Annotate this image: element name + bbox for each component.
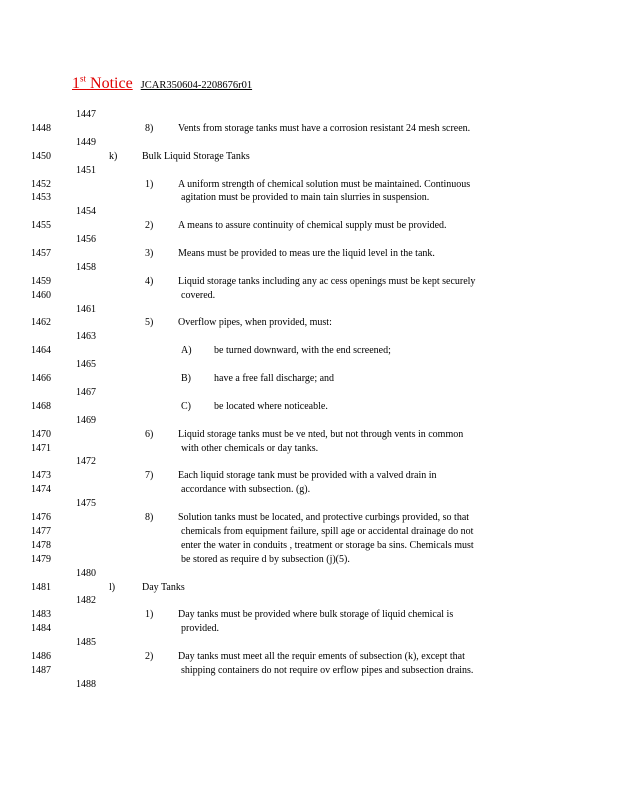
section-label: k) — [109, 151, 118, 162]
line-number: 1469 — [76, 415, 96, 426]
line-number: 1487 — [31, 665, 51, 676]
item-text: Liquid storage tanks must be ve nted, but not through vents in common — [178, 429, 464, 440]
item-text: Day tanks must be provided where bulk storage of liquid chemical is — [178, 609, 454, 620]
section-heading: Day Tanks — [142, 582, 185, 593]
line-number: 1460 — [31, 290, 51, 301]
line-number: 1467 — [76, 387, 96, 398]
line-number: 1463 — [76, 331, 96, 342]
item-text: Solution tanks must be located, and protective curbings provided, so that — [178, 512, 470, 523]
section-label: l) — [109, 582, 116, 593]
line-number: 1485 — [76, 637, 96, 648]
item-text: chemicals from equipment failure, spill age or accidental drainage do not — [181, 526, 474, 537]
item-text: Liquid storage tanks including any ac cess openings must be kept securely — [178, 276, 476, 287]
line-number: 1473 — [31, 470, 51, 481]
line-number: 1478 — [31, 540, 51, 551]
item-text: Means must be provided to meas ure the liquid level in the tank. — [178, 248, 435, 259]
line-number: 1456 — [76, 234, 96, 245]
line-number: 1488 — [76, 679, 96, 690]
line-number: 1448 — [31, 123, 51, 134]
line-number: 1471 — [31, 443, 51, 454]
line-number: 1476 — [31, 512, 51, 523]
line-number: 1461 — [76, 304, 96, 315]
item-text: shipping containers do not require ov erflow pipes and subsection drains. — [181, 665, 474, 676]
line-number: 1481 — [31, 582, 51, 593]
document-code: JCAR350604-2208676r01 — [140, 80, 253, 92]
line-number: 1452 — [31, 179, 51, 190]
subitem-text: have a free fall discharge; and — [214, 373, 335, 384]
line-number: 1449 — [76, 137, 96, 148]
line-number: 1483 — [31, 609, 51, 620]
notice-word: Notice — [86, 75, 133, 93]
item-label: 1) — [145, 609, 154, 620]
line-number: 1477 — [31, 526, 51, 537]
item-text: Day tanks must meet all the requir ements of subsection (k), except that — [178, 651, 465, 662]
item-text: Overflow pipes, when provided, must: — [178, 317, 332, 328]
line-number: 1451 — [76, 165, 96, 176]
item-label: 5) — [145, 317, 154, 328]
line-number: 1468 — [31, 401, 51, 412]
notice-title — [72, 75, 133, 92]
notice-superscript: st — [80, 74, 87, 84]
item-text: agitation must be provided to main tain slurries in suspension. — [181, 192, 430, 203]
section-heading: Bulk Liquid Storage Tanks — [142, 151, 250, 162]
subitem-label: C) — [181, 401, 191, 412]
item-text: provided. — [181, 623, 220, 634]
line-number: 1447 — [76, 109, 96, 120]
item-label: 8) — [145, 123, 154, 134]
subitem-label: A) — [181, 345, 192, 356]
item-label: 3) — [145, 248, 154, 259]
item-label: 7) — [145, 470, 154, 481]
line-number: 1479 — [31, 554, 51, 565]
notice-header — [72, 74, 252, 93]
subitem-text: be located where noticeable. — [214, 401, 328, 412]
line-number: 1486 — [31, 651, 51, 662]
line-number: 1482 — [76, 595, 96, 606]
item-text: be stored as require d by subsection (j)(5). — [181, 554, 350, 565]
line-number: 1455 — [31, 220, 51, 231]
item-text: accordance with subsection. (g). — [181, 484, 311, 495]
line-number: 1465 — [76, 359, 96, 370]
line-number: 1475 — [76, 498, 96, 509]
line-number: 1464 — [31, 345, 51, 356]
line-number: 1459 — [31, 276, 51, 287]
line-number: 1480 — [76, 568, 96, 579]
item-label: 1) — [145, 179, 154, 190]
item-label: 2) — [145, 651, 154, 662]
subitem-label: B) — [181, 373, 191, 384]
notice-number: 1 — [72, 75, 80, 93]
line-number: 1457 — [31, 248, 51, 259]
item-text: Each liquid storage tank must be provided with a valved drain in — [178, 470, 437, 481]
line-number: 1472 — [76, 456, 96, 467]
item-label: 6) — [145, 429, 154, 440]
item-text: enter the water in conduits , treatment or storage ba sins. Chemicals must — [181, 540, 474, 551]
item-text: A means to assure continuity of chemical supply must be provided. — [178, 220, 447, 231]
item-text: Vents from storage tanks must have a corrosion resistant 24 mesh screen. — [178, 123, 471, 134]
line-number: 1474 — [31, 484, 51, 495]
line-number: 1454 — [76, 206, 96, 217]
item-text: A uniform strength of chemical solution must be maintained. Continuous — [178, 179, 471, 190]
line-number: 1462 — [31, 317, 51, 328]
item-label: 4) — [145, 276, 154, 287]
line-number: 1453 — [31, 192, 51, 203]
item-text: covered. — [181, 290, 216, 301]
line-number: 1450 — [31, 151, 51, 162]
item-text: with other chemicals or day tanks. — [181, 443, 319, 454]
line-number: 1466 — [31, 373, 51, 384]
item-label: 8) — [145, 512, 154, 523]
item-label: 2) — [145, 220, 154, 231]
subitem-text: be turned downward, with the end screened; — [214, 345, 391, 356]
line-number: 1458 — [76, 262, 96, 273]
line-number: 1470 — [31, 429, 51, 440]
line-number: 1484 — [31, 623, 51, 634]
